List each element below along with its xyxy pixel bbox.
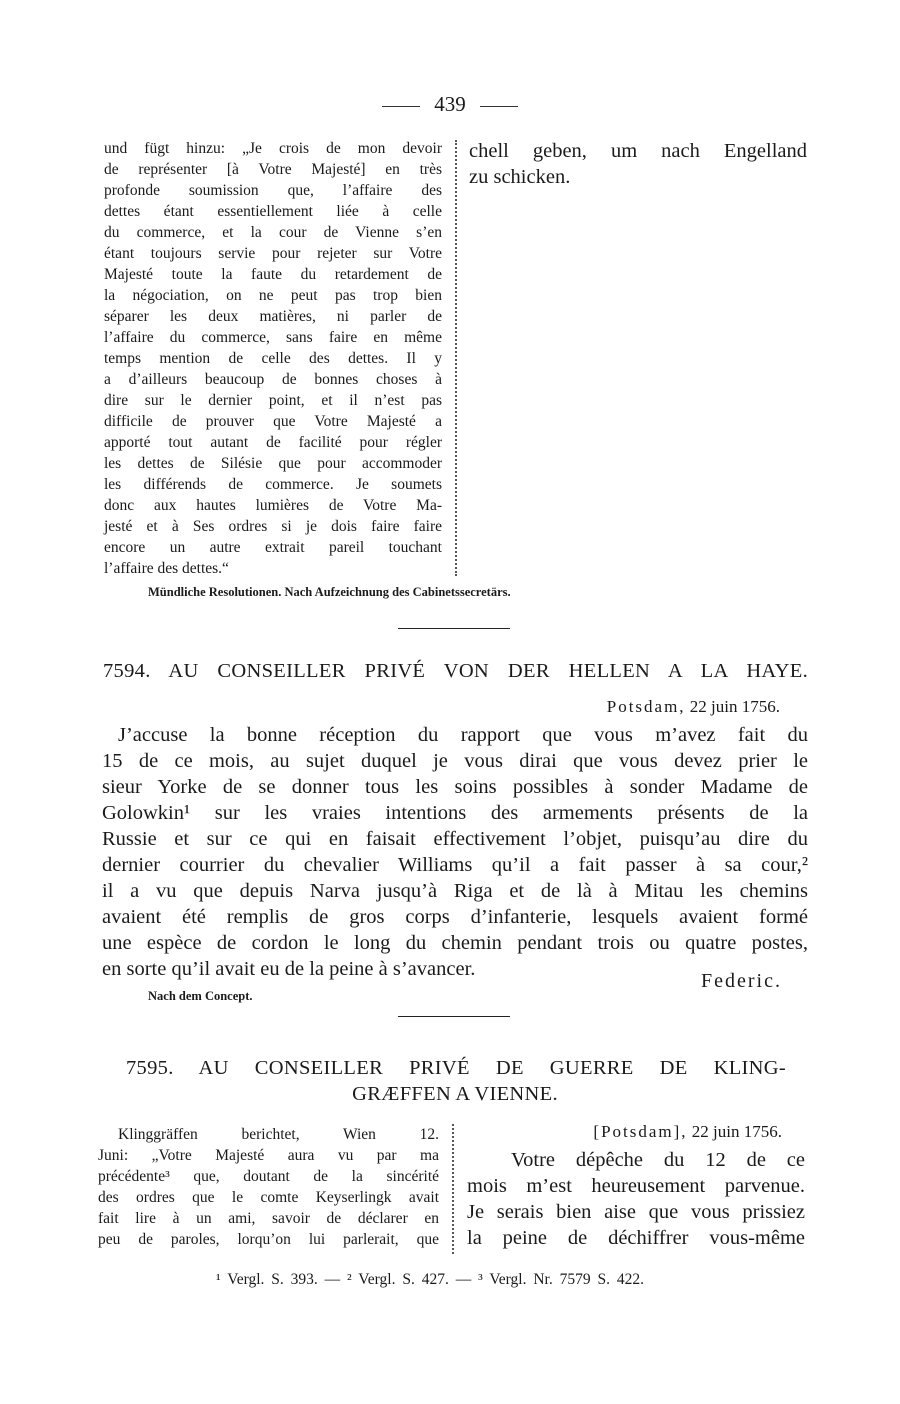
text-line: séparer les deux matières, ni parler de bbox=[104, 308, 442, 325]
text-line: la négociation, on ne peut pas trop bien bbox=[104, 287, 442, 304]
text-line: en sorte qu’il avait eu de la peine à s’avancer. bbox=[102, 958, 476, 980]
text-line: mois m’est heureusement parvenue. bbox=[467, 1175, 805, 1197]
source-note: Nach dem Concept. bbox=[148, 989, 253, 1003]
text-line: les différends de commerce. Je soumets bbox=[104, 476, 442, 493]
section-rule bbox=[398, 628, 510, 629]
text-line: temps mention de celle des dettes. Il y bbox=[104, 350, 442, 367]
source-note: Mündliche Resolutionen. Nach Aufzeichnung des Cabinetssecretärs. bbox=[148, 585, 511, 599]
letter-left-column bbox=[98, 1124, 439, 1250]
letter-body bbox=[102, 722, 808, 982]
divider bbox=[382, 106, 420, 107]
text-line: encore un autre extrait pareil touchant bbox=[104, 539, 442, 556]
text-line: J’accuse la bonne réception du rapport que vous m’avez fait du bbox=[118, 724, 808, 746]
footnotes: ¹ Vergl. S. 393. — ² Vergl. S. 427. — ³ Vergl. Nr. 7579 S. 422. bbox=[216, 1271, 644, 1288]
text-line: apporté tout autant de facilité pour régler bbox=[104, 434, 442, 451]
text-line: Je serais bien aise que vous prissiez bbox=[467, 1201, 805, 1223]
top-right-column bbox=[469, 138, 807, 190]
text-line: a d’ailleurs beaucoup de bonnes choses à bbox=[104, 371, 442, 388]
letter-date: 22 juin 1756. bbox=[691, 1122, 782, 1141]
signature-text: Federic. bbox=[701, 970, 782, 992]
section-rule bbox=[398, 1016, 510, 1017]
letter-right-column bbox=[467, 1147, 805, 1251]
divider bbox=[480, 106, 518, 107]
text-line: Votre dépêche du 12 de ce bbox=[511, 1149, 805, 1171]
text-line: avaient été remplis de gros corps d’infanterie, lesquels avaient formé bbox=[102, 906, 808, 928]
letter-heading: 7594. AU CONSEILLER PRIVÉ VON DER HELLEN A LA HAYE. bbox=[103, 660, 808, 682]
text-line: Klinggräffen berichtet, Wien 12. bbox=[118, 1126, 439, 1143]
text-line: jesté et à Ses ordres si je dois faire faire bbox=[104, 518, 442, 535]
text-line: fait lire à un ami, savoir de déclarer en bbox=[98, 1210, 439, 1227]
column-divider bbox=[452, 1124, 454, 1254]
signature bbox=[0, 970, 782, 993]
text-line: difficile de prouver que Votre Majesté a bbox=[104, 413, 442, 430]
letter-date: 22 juin 1756. bbox=[689, 697, 780, 716]
text-line: chell geben, um nach Engelland bbox=[469, 140, 807, 162]
page-number: 439 bbox=[434, 92, 466, 116]
text-line: la peine de déchiffrer vous-même bbox=[467, 1227, 805, 1249]
page-number-row bbox=[0, 92, 900, 117]
text-line: les dettes de Silésie que pour accommoder bbox=[104, 455, 442, 472]
column-divider bbox=[455, 140, 457, 576]
text-line: des ordres que le comte Keyserlingk avait bbox=[98, 1189, 439, 1206]
letter-heading-continued bbox=[0, 1083, 900, 1106]
text-line: und fügt hinzu: „Je crois de mon devoir bbox=[104, 140, 442, 157]
heading-line: GRÆFFEN A VIENNE. bbox=[352, 1083, 558, 1105]
text-line: Juni: „Votre Majesté aura vu par ma bbox=[98, 1147, 439, 1164]
text-line: Majesté toute la faute du retardement de bbox=[104, 266, 442, 283]
text-line: dernier courrier du chevalier Williams qu’il a fait passer à sa cour,² bbox=[102, 854, 808, 876]
text-line: 15 de ce mois, au sujet duquel je vous dirai que vous devez prier le bbox=[102, 750, 808, 772]
text-line: sieur Yorke de se donner tous les soins possibles à sonder Madame de bbox=[102, 776, 808, 798]
text-line: profonde soumission que, l’affaire des bbox=[104, 182, 442, 199]
text-line: dire sur le dernier point, et il n’est pas bbox=[104, 392, 442, 409]
text-line: peu de paroles, lorqu’on lui parlerait, que bbox=[98, 1231, 439, 1248]
text-line: de représenter [à Votre Majesté] en très bbox=[104, 161, 442, 178]
top-left-column bbox=[104, 138, 442, 579]
text-line: donc aux hautes lumières de Votre Ma- bbox=[104, 497, 442, 514]
letter-place: Potsdam, bbox=[606, 697, 686, 716]
text-line: Russie et sur ce qui en faisait effectivement l’objet, puisqu’au dire du bbox=[102, 828, 808, 850]
text-line: dettes étant essentiellement liée à celle bbox=[104, 203, 442, 220]
text-line: l’affaire du commerce, sans faire en même bbox=[104, 329, 442, 346]
letter-heading: 7595. AU CONSEILLER PRIVÉ DE GUERRE DE KLING- bbox=[126, 1057, 786, 1079]
text-line: l’affaire des dettes.“ bbox=[104, 560, 229, 577]
text-line: du commerce, et la cour de Vienne s’en bbox=[104, 224, 442, 241]
letter-dateline bbox=[0, 697, 780, 717]
text-line: étant toujours servie pour rejeter sur Votre bbox=[104, 245, 442, 262]
text-line: zu schicken. bbox=[469, 166, 571, 188]
text-line: Golowkin¹ sur les vraies intentions des armements présents de la bbox=[102, 802, 808, 824]
text-line: une espèce de cordon le long du chemin pendant trois ou quatre postes, bbox=[102, 932, 808, 954]
text-line: il a vu que depuis Narva jusqu’à Riga et de là à Mitau les chemins bbox=[102, 880, 808, 902]
letter-place: [Potsdam], bbox=[593, 1122, 688, 1141]
text-line: précédente³ que, doutant de la sincérité bbox=[98, 1168, 439, 1185]
letter-dateline bbox=[469, 1122, 782, 1142]
